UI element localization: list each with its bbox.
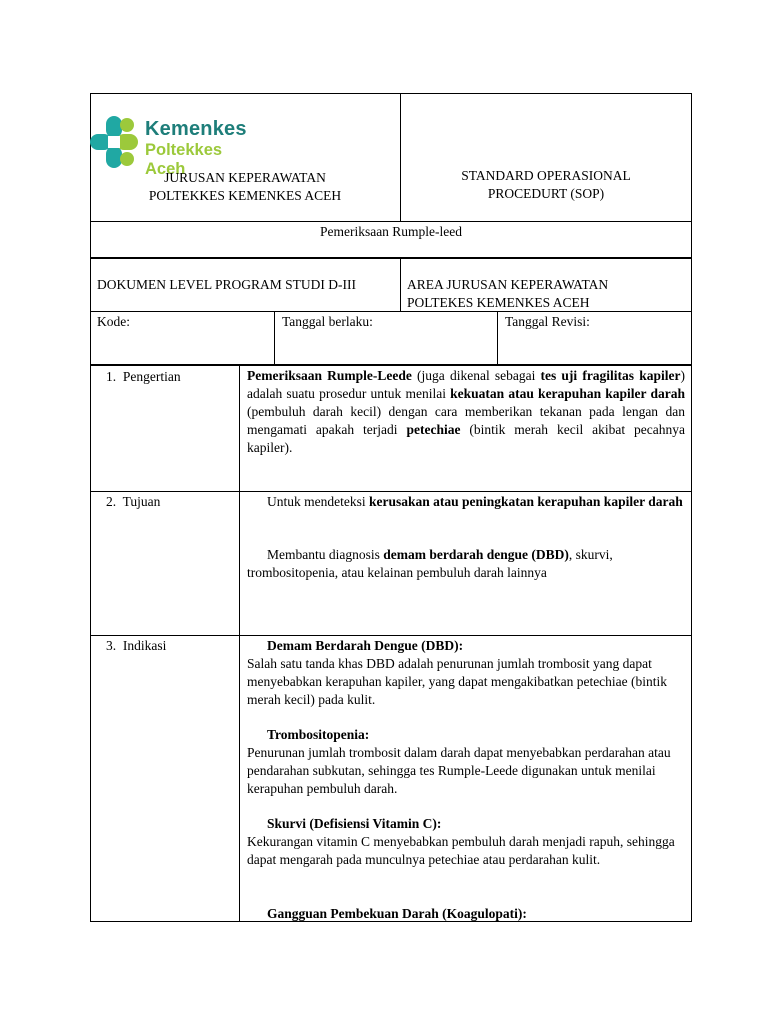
text-segment: ) adalah suatu prosedur untuk menilai (247, 368, 685, 401)
section-3-title: Indikasi (122, 638, 167, 653)
text-segment: , skurvi, trombositopenia, atau kelainan pembuluh darah lainnya (247, 547, 613, 580)
code-label: Kode: (97, 314, 130, 329)
indication-body: Penurunan jumlah trombosit dalam darah dapat menyebabkan perdarahan atau pendarahan subkutan, sehingga tes Rumple-Leede digunakan untuk menilai kerapuhan pembuluh darah. (247, 745, 671, 796)
section-2-title: Tujuan (122, 494, 161, 509)
indication-item (247, 905, 685, 923)
term-petechiae: petechiae (406, 422, 461, 437)
document-type-line2: PROCEDURT (SOP) (487, 186, 605, 201)
section-3-number: 3. (106, 638, 117, 653)
term-rumple-leede: Pemeriksaan Rumple-Leede (247, 368, 412, 383)
indication-item (247, 815, 685, 869)
document-type-line1: STANDARD OPERASIONAL (461, 168, 631, 183)
logo-line1: Kemenkes (145, 118, 247, 140)
section-1-title: Pengertian (122, 369, 181, 384)
effective-date-label: Tanggal berlaku: (282, 314, 373, 329)
section-2-number: 2. (106, 494, 117, 509)
purpose-dbd: demam berdarah dengue (DBD) (383, 547, 569, 562)
section-2-paragraph-1 (247, 493, 685, 511)
section-3-label (106, 637, 166, 655)
purpose-capillary-fragility: kerusakan atau peningkatan kerapuhan kapiler darah (368, 494, 683, 509)
section-1-body (247, 367, 685, 457)
document-type (401, 167, 691, 203)
indication-heading: Skurvi (Defisiensi Vitamin C): (267, 816, 442, 831)
area-line1: AREA JURUSAN KEPERAWATAN (407, 277, 609, 292)
text-segment: (bintik merah kecil akibat pecahnya kapiler). (247, 422, 685, 455)
document-level: DOKUMEN LEVEL PROGRAM STUDI D-III (97, 277, 356, 292)
section-1-number: 1. (106, 369, 117, 384)
indication-item (247, 726, 685, 798)
text-segment: (juga dikenal sebagai (411, 368, 541, 383)
institution-name (91, 169, 399, 205)
term-fragility-test: tes uji fragilitas kapiler (540, 368, 681, 383)
institution-line2: POLTEKKES KEMENKES ACEH (148, 188, 342, 203)
section-2-paragraph-2 (247, 546, 685, 582)
area-text (407, 276, 687, 312)
kemenkes-logo (90, 112, 260, 178)
text-segment: Membantu diagnosis (267, 547, 384, 562)
indication-body: Kekurangan vitamin C menyebabkan pembuluh darah menjadi rapuh, sehingga dapat mengarah pada munculnya petechiae atau perdarahan kulit. (247, 834, 675, 867)
text-segment: (pembuluh darah kecil) dengan cara memberikan tekanan pada lengan dan mengamati apakah terjadi (247, 404, 685, 437)
indication-heading: Gangguan Pembekuan Darah (Koagulopati): (267, 906, 527, 921)
text-segment: Untuk mendeteksi (267, 494, 369, 509)
indication-heading: Demam Berdarah Dengue (DBD): (267, 638, 464, 653)
revision-date-label: Tanggal Revisi: (505, 314, 590, 329)
area-line2: POLTEKES KEMENKES ACEH (407, 295, 590, 310)
indication-heading: Trombositopenia: (267, 727, 370, 742)
section-1-label (106, 368, 181, 386)
section-2-label (106, 493, 160, 511)
term-capillary-strength: kekuatan atau kerapuhan kapiler darah (450, 386, 685, 401)
logo-line2: Poltekkes Aceh (145, 141, 223, 178)
sop-title: Pemeriksaan Rumple-leed (319, 224, 463, 239)
institution-line1: JURUSAN KEPERAWATAN (164, 170, 326, 185)
indication-item (247, 637, 685, 709)
indication-body: Salah satu tanda khas DBD adalah penurunan jumlah trombosit yang dapat menyebabkan kerapuhan kapiler, yang dapat mengakibatkan petechiae (bintik merah kecil) pada kulit. (247, 656, 668, 707)
kemenkes-logo-icon (90, 114, 140, 170)
